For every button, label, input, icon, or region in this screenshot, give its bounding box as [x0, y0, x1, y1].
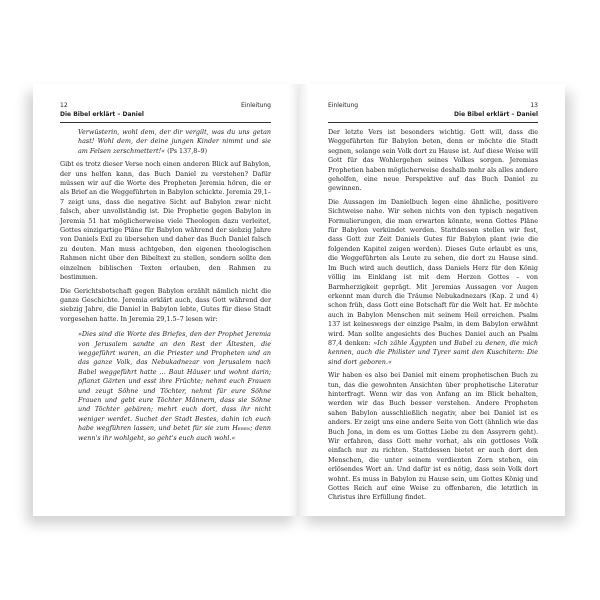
- block-quote-text-end: ; denn wenn's ihr wohlgeht, so geht's euch auch wohl.«: [78, 424, 271, 442]
- section-title: Einleitung: [240, 102, 271, 109]
- inline-quote: »Ich zähle Ägypten und Babel zu denen, die mich kennen, auch die Philister und Tyrer samt den Kuschitern: Die sind dort geboren.«: [328, 338, 538, 366]
- block-quote-text: »Dies sind die Worte des Briefes, den der Prophet Jeremia von Jerusalem sandte an den Rest der Ältesten, die weggeführt waren, an die Priester und Propheten und an das ganze Volk, das Nebukadnezar von Jerusalem nach Babel weggeführt hatte … Baut Häuser und wohnt darin; pflanzt Gärten und esst ihre Früchte; nehmt euch Frauen und zeugt Söhne und Töchter, nehmt für eure Söhne Frauen und gebt eure Töchter Männern, dass sie Söhne und Töchter gebären; mehrt euch dort, dass ihr nicht weniger werdet. Suchet der Stadt Bestes, dahin ich euch habe wegführen lassen, und betet für sie zum: [78, 330, 271, 433]
- paragraph: [328, 198, 538, 367]
- section-title: Einleitung: [328, 102, 359, 109]
- opening-quote-text: Verwüsterin, wohl dem, der dir vergilt, was du uns getan hast! Wohl dem, der deine jungen Kinder nimmt und sie am Felsen zerschmettert!«: [78, 128, 271, 155]
- header-rule: [60, 122, 271, 123]
- left-page-header: [60, 102, 271, 120]
- page-number: 12: [60, 102, 68, 109]
- paragraph: Gibt es trotz dieser Verse noch einen anderen Blick auf Babylon, der uns helfen kann, das Buch Daniel zu verstehen? Dafür müssen wir auf die Worte des Propheten Jeremia hören, die er als Brief an die Weggeführten in Babylon schickte. Jeremia 29,1–7 zeigt uns, dass die negative Sicht auf Babylon zwar nicht falsch, aber unvollständig ist. Die Prophetie gegen Babylon in Jeremia 51 hat möglicherweise viele Theologen dazu verleitet, Gottes einzigartige Pläne für Babylon während der siebzig Jahre von Daniels Exil zu übersehen und daher das Buch Daniel falsch zu deuten. Man muss achtgeben, den eigenen theologischen Rahmen nicht über den Bibeltext zu stellen, sondern sollte den einzelnen biblischen Texten erlauben, den Rahmen zu bestimmen.: [60, 160, 271, 282]
- header-rule: [328, 122, 538, 123]
- block-quote: [60, 330, 271, 443]
- left-page-body: [60, 128, 271, 443]
- running-title: Die Bibel erklärt – Daniel: [454, 110, 538, 118]
- left-page: [33, 84, 299, 516]
- paragraph: Die Gerichtsbotschaft gegen Babylon erzählt nämlich nicht die ganze Geschichte. Jeremia erklärt auch, dass Gott während der siebzig Jahre, die Daniel in Babylon lebte, Gutes für diese Stadt vorgesehen hatte. In Jeremia 29,1.5–7 lesen wir:: [60, 286, 271, 323]
- paragraph: Der letzte Vers ist besonders wichtig. Gott will, dass die Weggeführten für Babylon beten, denn er möchte die Stadt segnen, solange sein Volk dort zu Hause ist. Auf diese Weise will Gott für das Wohlergehen seines Volkes sorgen. Jeremias Prophetien haben möglicherweise deshalb mehr als alles andere geholfen, eine neue Perspektive auf das Buch Daniel zu gewinnen.: [328, 128, 538, 193]
- quote-reference: (Ps 137,8–9): [167, 146, 208, 155]
- right-page: [299, 84, 565, 516]
- right-page-body: [328, 128, 538, 503]
- paragraph: Wir haben es also bei Daniel mit einem prophetischen Buch zu tun, das die gewohnten Ansichten über prophetische Literatur hinterfragt. Wenn wir das von Anfang an im Blick behalten, werden wir das Buch besser verstehen. Andere Propheten sahen Babylon ausschließlich negativ, aber bei Daniel ist es anders. Er zeigt uns eine andere Seite von Gott (ähnlich wie das Buch Jona, in dem es um Gottes Liebe zu den Assyrern geht). Wir erfahren, dass Gott mehr vorhat, als ein gottloses Volk einfach nur zu richten. Stattdessen bietet er auch dort den Menschen, die unter seinem verdienten Zorn stehen, ein erlösendes Wort an. Und dafür ist es nötig, dass sein Volk dort wohnt. Es muss in Babylon zu Hause sein, um Gottes König und Gottes Reich auf eine Weise zu offenbaren, die letztlich in Christus ihre Erfüllung findet.: [328, 371, 538, 502]
- paragraph-text: Die Aussagen im Danielbuch legen eine ähnliche, positivere Sichtweise nahe. Wir sehen nichts von den typisch negativen Formulierungen, die man erwarten könnte, wenn Gottes Pläne für Babylon verkündet werden. Stattdessen stellen wir fest, dass Gott zur Zeit Daniels Gutes für Babylon plant (wie die folgenden Kapitel zeigen werden). Dieses Gute erlaubt es uns, die Weggeführten als Leute zu sehen, die dort zu Hause sind. Im Buch wird auch deutlich, dass Daniels Herz für den König völlig im Einklang ist mit dem Herzen Gottes – von Barmherzigkeit geprägt. Mit Jeremias Aussagen vor Augen erkennt man durch die Träume Nebukadnezars (Kap. 2 und 4) schon früh, dass Gott eine Botschaft für die Welt hat. Er möchte auch in Babylon Menschen mit seinem Heil erreichen. Psalm 137 ist keineswegs der einzige Psalm, in dem Babylon erwähnt wird. Man sollte angesichts des Buches Daniel auch an Psalm 87,4 denken:: [328, 197, 538, 347]
- page-number: 13: [530, 102, 538, 109]
- book-spread: [33, 84, 565, 516]
- running-title: Die Bibel erklärt – Daniel: [60, 110, 144, 118]
- right-page-header: [328, 102, 538, 120]
- lord-small-caps: Herrn: [232, 424, 251, 433]
- opening-quote: [60, 128, 271, 156]
